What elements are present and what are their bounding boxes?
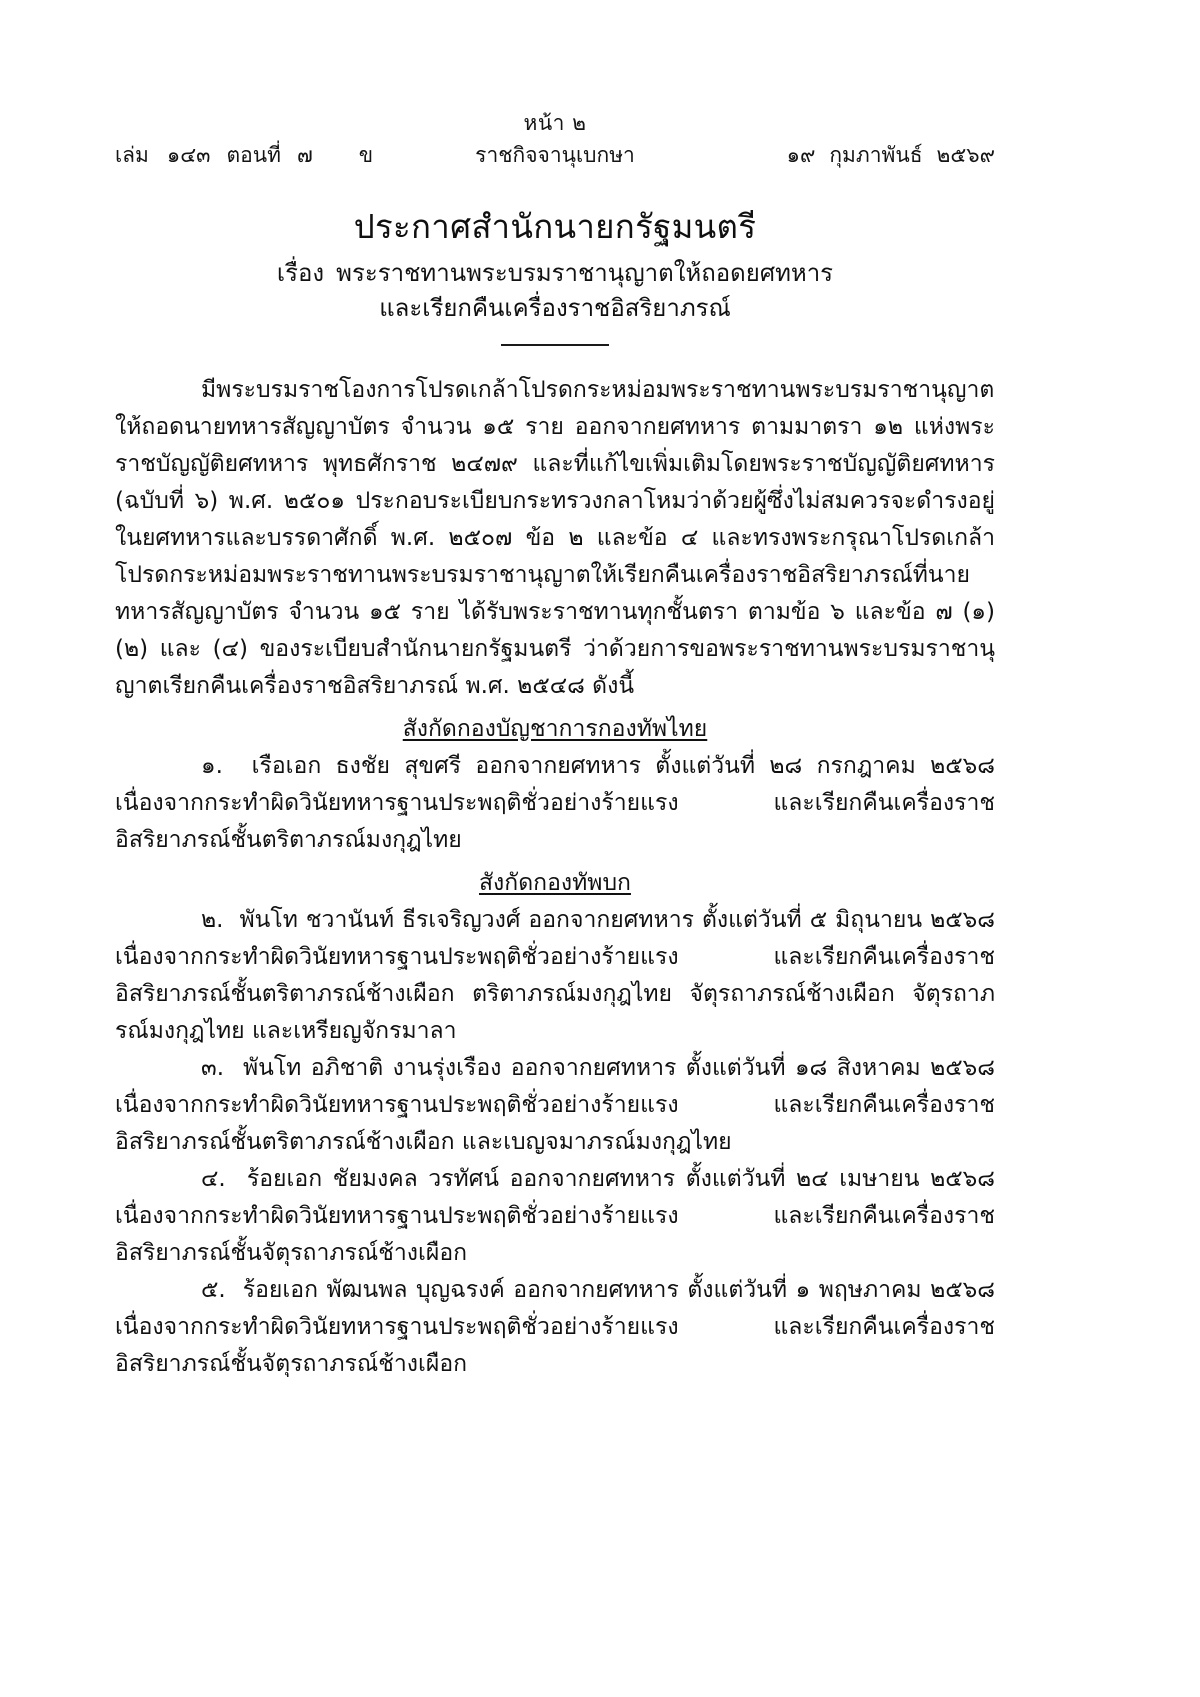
document-title: ประกาศสำนักนายกรัฐมนตรี [353, 206, 757, 246]
preamble-paragraph: มีพระบรมราชโองการโปรดเกล้าโปรดกระหม่อมพระราชทานพระบรมราชานุญาตให้ถอดนายทหารสัญญาบัตร จำนวน ๑๕ ราย ออกจากยศทหาร ตามมาตรา ๑๒ แห่งพระราชบัญญัติยศทหาร พุทธศักราช ๒๔๗๙ และที่แก้ไขเพิ่มเติมโดยพระราชบัญญัติยศทหาร (ฉบับที่ ๖) พ.ศ. ๒๕๐๑ ประกอบระเบียบกระทรวงกลาโหมว่าด้วยผู้ซึ่งไม่สมควรจะดำรงอยู่ในยศทหารและบรรดาศักดิ์ พ.ศ. ๒๕๐๗ ข้อ ๒ และข้อ ๔ และทรงพระกรุณาโปรดเกล้าโปรดกระหม่อมพระราชทานพระบรมราชานุญาตให้เรียกคืนเครื่องราชอิสริยาภรณ์ที่นายทหารสัญญาบัตร จำนวน ๑๕ ราย ได้รับพระราชทานทุกชั้นตรา ตามข้อ ๖ และข้อ ๗ (๑) (๒) และ (๔) ของระเบียบสำนักนายกรัฐมนตรี ว่าด้วยการขอพระราชทานพระบรมราชานุญาตเรียกคืนเครื่องราชอิสริยาภรณ์ พ.ศ. ๒๕๔๘ ดังนี้ [115, 376, 995, 699]
entry-number: ๔. [201, 1165, 226, 1192]
entry-text: พันโท ชวานันท์ ธีรเจริญวงศ์ ออกจากยศทหาร ตั้งแต่วันที่ ๕ มิถุนายน ๒๕๖๘ เนื่องจากกระทำผิดวินัยทหารฐานประพฤติชั่วอย่างร้ายแรง และเรียกคืนเครื่องราชอิสริยาภรณ์ชั้นตริตาภรณ์ช้างเผือก ตริตาภรณ์มงกุฎไทย จัตุรถาภรณ์ช้างเผือก จัตุรถาภรณ์มงกุฎไทย และเหรียญจักรมาลา [115, 906, 995, 1044]
title-divider [501, 344, 609, 346]
page-number-label: หน้า ๒ [523, 111, 587, 135]
publication-year: ๒๕๖๙ [936, 143, 995, 168]
list-item [115, 1272, 995, 1383]
running-head-right [787, 142, 995, 168]
list-item [115, 1050, 995, 1161]
running-head [115, 110, 995, 169]
page-content [115, 110, 995, 1383]
document-subject-line-1 [115, 256, 995, 291]
subject-text-1: พระราชทานพระบรมราชานุญาตให้ถอดยศทหาร [336, 259, 834, 288]
entry-text: เรือเอก ธงชัย สุขศรี ออกจากยศทหาร ตั้งแต่วันที่ ๒๘ กรกฎาคม ๒๕๖๘ เนื่องจากกระทำผิดวินัยทหารฐานประพฤติชั่วอย่างร้ายแรง และเรียกคืนเครื่องราชอิสริยาภรณ์ชั้นตริตาภรณ์มงกุฎไทย [115, 752, 995, 853]
entry-number: ๓. [201, 1054, 225, 1081]
entry-text: พันโท อภิชาติ งานรุ่งเรือง ออกจากยศทหาร ตั้งแต่วันที่ ๑๘ สิงหาคม ๒๕๖๘ เนื่องจากกระทำผิดวินัยทหารฐานประพฤติชั่วอย่างร้ายแรง และเรียกคืนเครื่องราชอิสริยาภรณ์ชั้นตริตาภรณ์ช้างเผือก และเบญจมาภรณ์มงกุฎไทย [115, 1054, 995, 1155]
list-item [115, 902, 995, 1050]
volume-label: เล่ม [115, 143, 149, 168]
publication-day: ๑๙ [786, 143, 816, 168]
entry-number: ๕. [201, 1276, 226, 1303]
section-number: ๗ [296, 143, 313, 168]
entry-text: ร้อยเอก พัฒนพล บุญฉรงค์ ออกจากยศทหาร ตั้งแต่วันที่ ๑ พฤษภาคม ๒๕๖๘ เนื่องจากกระทำผิดวินัยทหารฐานประพฤติชั่วอย่างร้ายแรง และเรียกคืนเครื่องราชอิสริยาภรณ์ชั้นจัตุรถาภรณ์ช้างเผือก [115, 1276, 995, 1377]
running-head-left [115, 142, 373, 168]
list-item [115, 748, 995, 859]
document-body [115, 372, 995, 1383]
gazette-name: ราชกิจจานุเบกษา [475, 143, 635, 168]
section-heading-1-text: สังกัดกองบัญชาการกองทัพไทย [402, 715, 708, 742]
entry-text: ร้อยเอก ชัยมงคล วรทัศน์ ออกจากยศทหาร ตั้งแต่วันที่ ๒๔ เมษายน ๒๕๖๘ เนื่องจากกระทำผิดวินัยทหารฐานประพฤติชั่วอย่างร้ายแรง และเรียกคืนเครื่องราชอิสริยาภรณ์ชั้นจัตุรถาภรณ์ช้างเผือก [115, 1165, 995, 1266]
section-label: ตอนที่ [226, 143, 281, 168]
title-block [115, 207, 995, 346]
entry-number: ๒. [201, 906, 224, 933]
volume-number: ๑๔๓ [166, 143, 211, 168]
running-head-row [115, 142, 995, 168]
subject-label: เรื่อง [276, 259, 325, 288]
list-item [115, 1161, 995, 1272]
publication-month: กุมภาพันธ์ [829, 143, 923, 168]
section-heading-1 [115, 711, 995, 748]
entry-number: ๑. [201, 752, 223, 779]
document-subject-line-2: และเรียกคืนเครื่องราชอิสริยาภรณ์ [379, 293, 731, 322]
section-heading-2 [115, 865, 995, 902]
series-letter: ข [358, 143, 374, 168]
section-heading-2-text: สังกัดกองทัพบก [479, 869, 631, 896]
